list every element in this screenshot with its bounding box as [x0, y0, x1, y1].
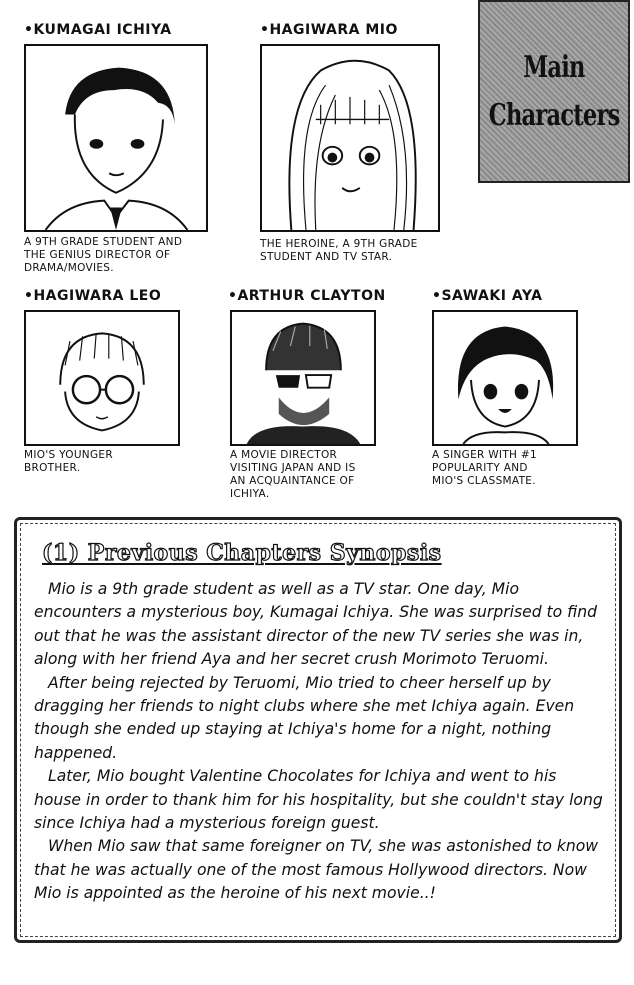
caption-aya: A SINGER WITH #1 POPULARITY AND MIO'S CLASSMATE.	[432, 449, 537, 487]
title-line-characters: Characters	[488, 97, 620, 133]
portrait-mio	[260, 44, 440, 232]
character-name-clayton: •ARTHUR CLAYTON	[228, 288, 386, 304]
singer-girl-illustration	[434, 312, 576, 444]
caption-leo: MIO'S YOUNGER BROTHER.	[24, 449, 113, 474]
synopsis-paragraph: When Mio saw that same foreigner on TV, she was astonished to know that he was actually one of the most famous Hollywood directors. Now Mio is appointed as the heroine of his next movie..!	[34, 837, 599, 903]
portrait-ichiya	[24, 44, 208, 232]
caption-clayton: A MOVIE DIRECTOR VISITING JAPAN AND IS AN ACQUAINTANCE OF ICHIYA.	[230, 449, 356, 500]
character-name-leo: •HAGIWARA LEO	[24, 288, 162, 304]
portrait-aya	[432, 310, 578, 446]
synopsis-paragraph: After being rejected by Teruomi, Mio tried to cheer herself up by dragging her friends to night clubs where she met Ichiya again. Even though she ended up staying at Ichiya's home for a night, nothing happened.	[34, 673, 575, 762]
character-name-aya: •SAWAKI AYA	[432, 288, 543, 304]
character-name-mio: •HAGIWARA MIO	[260, 22, 398, 38]
synopsis-paragraph: Later, Mio bought Valentine Chocolates for Ichiya and went to his house in order to thank him for his hospitality, but she couldn't stay long since Ichiya had a mysterious foreign guest.	[34, 767, 603, 833]
boy-portrait-illustration	[26, 46, 206, 230]
girl-portrait-illustration	[262, 46, 438, 230]
synopsis-body	[34, 578, 606, 906]
portrait-leo	[24, 310, 180, 446]
synopsis-heading: (1) Previous Chapters Synopsis	[42, 540, 442, 566]
caption-ichiya: A 9TH GRADE STUDENT AND THE GENIUS DIRECTOR OF DRAMA/MOVIES.	[24, 236, 183, 274]
main-characters-title-box	[478, 0, 630, 183]
synopsis-paragraph: Mio is a 9th grade student as well as a TV star. One day, Mio encounters a mysterious boy, Kumagai Ichiya. She was surprised to find out that he was the assistant director of the new TV series she was in, along with her friend Aya and her secret crush Morimoto Teruomi.	[34, 580, 598, 669]
glasses-boy-illustration	[26, 312, 178, 444]
caption-mio: THE HEROINE, A 9TH GRADE STUDENT AND TV STAR.	[260, 238, 418, 263]
title-line-main: Main	[523, 49, 585, 85]
director-portrait-illustration	[232, 312, 374, 444]
character-name-ichiya: •KUMAGAI ICHIYA	[24, 22, 172, 38]
portrait-clayton	[230, 310, 376, 446]
